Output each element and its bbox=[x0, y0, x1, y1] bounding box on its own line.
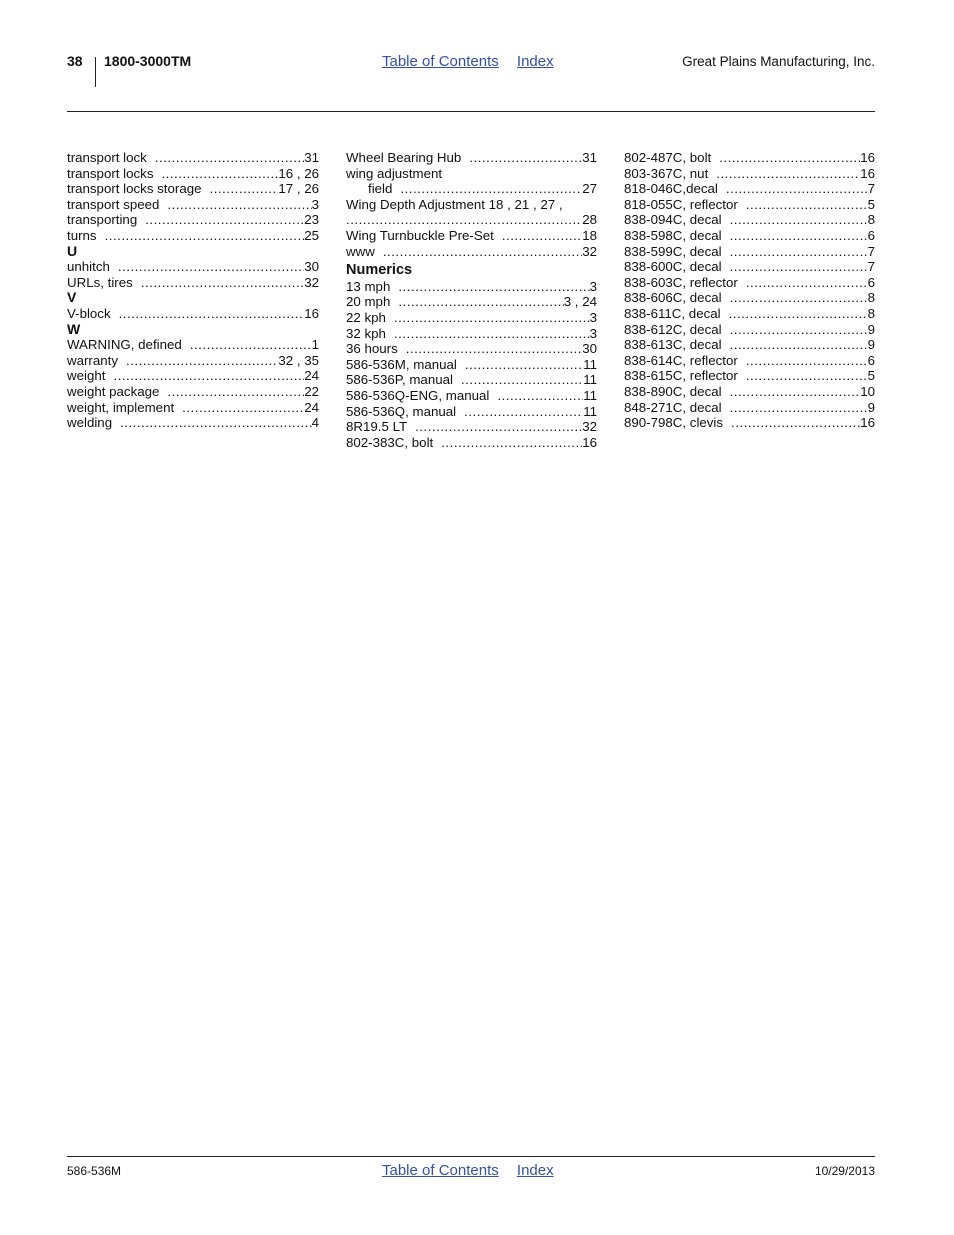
dot-leader bbox=[141, 275, 304, 291]
dot-leader bbox=[155, 150, 304, 166]
page-references[interactable]: 24 bbox=[304, 399, 319, 415]
index-term: 838-599C, decal bbox=[624, 243, 722, 259]
page-references[interactable]: 1 bbox=[311, 337, 319, 353]
dot-leader bbox=[730, 400, 868, 416]
page-references[interactable]: 16 bbox=[860, 415, 875, 431]
index-term: URLs, tires bbox=[67, 274, 133, 290]
index-entry[interactable] bbox=[67, 306, 319, 322]
index-term: 818-046C,decal bbox=[624, 181, 718, 197]
index-entry[interactable] bbox=[67, 337, 319, 353]
index-term: 803-367C, nut bbox=[624, 165, 709, 181]
page-references[interactable]: 16 bbox=[860, 165, 875, 181]
dot-leader bbox=[746, 197, 868, 213]
index-term: transporting bbox=[67, 212, 138, 228]
index-entry[interactable] bbox=[67, 150, 319, 166]
page-references[interactable]: 3 bbox=[311, 196, 319, 212]
index-entry[interactable] bbox=[624, 306, 875, 322]
index-term: transport lock bbox=[67, 150, 147, 165]
index-entry[interactable] bbox=[67, 197, 319, 213]
index-link[interactable]: Index bbox=[516, 53, 554, 70]
index-entry[interactable] bbox=[624, 322, 875, 338]
dot-leader bbox=[746, 368, 868, 384]
dot-leader bbox=[210, 181, 279, 197]
index-entry[interactable] bbox=[624, 166, 875, 182]
page-references[interactable]: 16 bbox=[304, 305, 319, 321]
dot-leader bbox=[126, 353, 278, 369]
dot-leader bbox=[415, 419, 582, 435]
index-letter-heading: W bbox=[67, 320, 81, 337]
page-references[interactable]: 24 bbox=[304, 368, 319, 384]
index-term: 838-615C, reflector bbox=[624, 368, 738, 384]
index-entry[interactable] bbox=[67, 368, 319, 384]
dot-leader bbox=[113, 368, 304, 384]
page-references[interactable]: 6 bbox=[867, 352, 875, 368]
page-references[interactable]: 4 bbox=[311, 415, 319, 431]
page-references[interactable]: 32 bbox=[582, 243, 597, 259]
index-entry[interactable] bbox=[346, 419, 597, 435]
index-column-1 bbox=[67, 150, 319, 431]
index-term: unhitch bbox=[67, 259, 110, 275]
dot-leader bbox=[441, 435, 582, 451]
page-references[interactable]: 32 , 35 bbox=[278, 352, 319, 368]
page-references[interactable]: 9 bbox=[867, 399, 875, 415]
index-term: 802-487C, bolt bbox=[624, 150, 712, 165]
dot-leader bbox=[730, 244, 868, 260]
index-entry[interactable] bbox=[624, 400, 875, 416]
index-letter-heading: Numerics bbox=[346, 262, 413, 279]
index-entry[interactable] bbox=[67, 166, 319, 182]
index-entry[interactable] bbox=[624, 353, 875, 369]
index-term: Wing Turnbuckle Pre-Set bbox=[346, 227, 494, 243]
page-references[interactable]: 3 bbox=[589, 278, 597, 294]
dot-leader bbox=[398, 294, 563, 310]
dot-leader bbox=[465, 357, 583, 373]
index-letter-heading: V bbox=[67, 289, 77, 306]
index-entry[interactable] bbox=[624, 181, 875, 197]
index-term: 838-603C, reflector bbox=[624, 274, 738, 290]
index-term: transport speed bbox=[67, 196, 160, 212]
page-references[interactable]: 32 bbox=[304, 274, 319, 290]
page-references[interactable]: 9 bbox=[867, 337, 875, 353]
toc-link[interactable]: Table of Contents bbox=[382, 53, 499, 70]
index-term: 890-798C, clevis bbox=[624, 415, 724, 431]
page-references[interactable]: 8 bbox=[867, 290, 875, 306]
dot-leader bbox=[730, 384, 861, 400]
index-entry[interactable] bbox=[346, 326, 597, 342]
page-references[interactable]: 23 bbox=[304, 212, 319, 228]
index-term: 8R19.5 LT bbox=[346, 419, 408, 435]
dot-leader bbox=[726, 181, 868, 197]
dot-leader bbox=[719, 150, 860, 166]
index-entry[interactable] bbox=[67, 212, 319, 228]
index-entry[interactable] bbox=[346, 341, 597, 357]
dot-leader bbox=[497, 388, 583, 404]
dot-leader bbox=[167, 384, 304, 400]
index-term: 838-890C, decal bbox=[624, 383, 722, 399]
index-term: Wheel Bearing Hub bbox=[346, 150, 462, 165]
index-entry[interactable] bbox=[624, 259, 875, 275]
dot-leader bbox=[190, 337, 312, 353]
page-references[interactable]: 6 bbox=[867, 227, 875, 243]
dot-leader bbox=[461, 372, 583, 388]
footer-date: 10/29/2013 bbox=[814, 1164, 875, 1178]
dot-leader bbox=[730, 337, 868, 353]
index-term: 818-055C, reflector bbox=[624, 196, 738, 212]
dot-leader bbox=[119, 306, 305, 322]
index-entry[interactable] bbox=[346, 388, 597, 404]
dot-leader bbox=[346, 212, 582, 228]
dot-leader bbox=[729, 306, 868, 322]
dot-leader bbox=[400, 181, 582, 197]
dot-leader bbox=[746, 275, 868, 291]
page-references[interactable]: 8 bbox=[867, 212, 875, 228]
index-entry[interactable] bbox=[624, 228, 875, 244]
page-references[interactable]: 5 bbox=[867, 368, 875, 384]
dot-leader bbox=[406, 341, 582, 357]
index-entry[interactable] bbox=[67, 181, 319, 197]
index-term: V-block bbox=[67, 305, 111, 321]
index-term: www bbox=[346, 243, 375, 259]
index-term: 838-611C, decal bbox=[624, 305, 721, 321]
page-references[interactable]: 6 bbox=[867, 274, 875, 290]
page-references[interactable]: 27 bbox=[582, 181, 597, 197]
index-entry[interactable] bbox=[67, 275, 319, 291]
page-references[interactable]: 8 bbox=[867, 305, 875, 321]
page-references[interactable]: 16 bbox=[582, 434, 597, 450]
index-entry[interactable] bbox=[67, 415, 319, 431]
page-references[interactable]: 10 bbox=[860, 383, 875, 399]
index-term: 848-271C, decal bbox=[624, 399, 722, 415]
index-entry[interactable] bbox=[624, 290, 875, 306]
page-references[interactable]: 7 bbox=[867, 259, 875, 275]
index-term: 838-613C, decal bbox=[624, 337, 722, 353]
index-term: wing adjustment bbox=[346, 165, 443, 181]
index-term: field bbox=[368, 181, 393, 197]
page-references[interactable]: 32 bbox=[582, 419, 597, 435]
page-references[interactable]: 7 bbox=[867, 181, 875, 197]
index-term: 838-606C, decal bbox=[624, 290, 722, 306]
page-header bbox=[0, 0, 954, 120]
page-references[interactable]: 11 bbox=[583, 372, 597, 388]
header-divider bbox=[95, 57, 96, 87]
index-entry[interactable] bbox=[67, 353, 319, 369]
index-term: 586-536Q-ENG, manual bbox=[346, 387, 490, 403]
index-entry[interactable] bbox=[346, 294, 597, 310]
toc-link-footer[interactable]: Table of Contents bbox=[382, 1162, 499, 1179]
index-term: turns bbox=[67, 227, 97, 243]
index-term: 838-598C, decal bbox=[624, 227, 722, 243]
dot-leader bbox=[105, 228, 305, 244]
index-entry[interactable] bbox=[67, 259, 319, 275]
dot-leader bbox=[398, 279, 589, 295]
index-term: WARNING, defined bbox=[67, 337, 182, 353]
index-entry[interactable] bbox=[346, 357, 597, 373]
page-number: 38 bbox=[67, 53, 83, 69]
index-entry[interactable] bbox=[346, 181, 597, 197]
index-term: 32 kph bbox=[346, 325, 386, 341]
index-term: 802-383C, bolt bbox=[346, 434, 434, 450]
page-references[interactable]: 3 bbox=[589, 325, 597, 341]
doc-title: 1800-3000TM bbox=[104, 53, 192, 69]
index-entry[interactable] bbox=[346, 228, 597, 244]
dot-leader bbox=[394, 326, 590, 342]
dot-leader bbox=[746, 353, 868, 369]
dot-leader bbox=[716, 166, 860, 182]
dot-leader bbox=[730, 290, 868, 306]
index-term: 36 hours bbox=[346, 341, 398, 357]
page-references[interactable]: 31 bbox=[582, 150, 597, 165]
index-entry[interactable] bbox=[346, 372, 597, 388]
footer-rule bbox=[67, 1156, 875, 1157]
index-entry[interactable] bbox=[624, 368, 875, 384]
page-references[interactable]: 16 bbox=[860, 150, 875, 165]
index-term: Wing Depth Adjustment 18 , 21 , 27 , bbox=[346, 196, 563, 212]
index-letter-heading: U bbox=[67, 242, 78, 259]
page-references[interactable]: 11 bbox=[583, 356, 597, 372]
page-references[interactable]: 9 bbox=[867, 321, 875, 337]
dot-leader bbox=[182, 400, 304, 416]
index-term: 838-094C, decal bbox=[624, 212, 722, 228]
index-column-2 bbox=[346, 150, 597, 450]
page-references[interactable]: 17 , 26 bbox=[278, 181, 319, 197]
doc-number: 586-536M bbox=[67, 1164, 122, 1178]
dot-leader bbox=[730, 259, 868, 275]
page-references[interactable]: 30 bbox=[304, 259, 319, 275]
index-entry[interactable] bbox=[624, 415, 875, 431]
index-term: 20 mph bbox=[346, 294, 391, 310]
page-references[interactable]: 3 , 24 bbox=[563, 294, 597, 310]
page-references[interactable]: 30 bbox=[582, 341, 597, 357]
page-references[interactable]: 25 bbox=[304, 227, 319, 243]
dot-leader bbox=[730, 228, 868, 244]
index-link-footer[interactable]: Index bbox=[516, 1162, 554, 1179]
page-references[interactable]: 28 bbox=[582, 212, 597, 228]
dot-leader bbox=[731, 415, 860, 431]
dot-leader bbox=[161, 166, 278, 182]
index-column-3 bbox=[624, 150, 875, 431]
index-entry bbox=[346, 166, 597, 182]
index-term: transport locks bbox=[67, 165, 154, 181]
dot-leader bbox=[120, 415, 312, 431]
page-references[interactable]: 5 bbox=[867, 196, 875, 212]
footer-nav bbox=[382, 1162, 568, 1179]
index-term: 838-612C, decal bbox=[624, 321, 722, 337]
dot-leader bbox=[118, 259, 304, 275]
index-entry[interactable] bbox=[67, 228, 319, 244]
dot-leader bbox=[167, 197, 311, 213]
index-term: warranty bbox=[67, 352, 118, 368]
index-term: welding bbox=[67, 415, 113, 431]
index-entry[interactable] bbox=[624, 244, 875, 260]
index-term: transport locks storage bbox=[67, 181, 202, 197]
page-references[interactable]: 16 , 26 bbox=[278, 165, 319, 181]
index-entry[interactable] bbox=[624, 384, 875, 400]
index-term: 838-614C, reflector bbox=[624, 352, 738, 368]
index-term: 586-536P, manual bbox=[346, 372, 453, 388]
page-references[interactable]: 18 bbox=[582, 227, 597, 243]
index-entry[interactable] bbox=[346, 435, 597, 451]
index-term: 838-600C, decal bbox=[624, 259, 722, 275]
header-nav bbox=[382, 53, 568, 70]
index-entry[interactable] bbox=[624, 197, 875, 213]
index-term: 13 mph bbox=[346, 278, 391, 294]
index-entry[interactable] bbox=[346, 244, 597, 260]
index-entry[interactable] bbox=[346, 212, 597, 228]
page-references[interactable]: 11 bbox=[583, 387, 597, 403]
page-references[interactable]: 7 bbox=[867, 243, 875, 259]
company-name: Great Plains Manufacturing, Inc. bbox=[682, 54, 875, 69]
index-entry[interactable] bbox=[624, 337, 875, 353]
index-entry[interactable] bbox=[67, 400, 319, 416]
page-references[interactable]: 11 bbox=[583, 403, 597, 419]
index-entry[interactable] bbox=[346, 404, 597, 420]
index-term: weight bbox=[67, 368, 106, 384]
dot-leader bbox=[730, 212, 868, 228]
index-entry[interactable] bbox=[346, 279, 597, 295]
index-term: 586-536M, manual bbox=[346, 356, 457, 372]
dot-leader bbox=[464, 404, 583, 420]
dot-leader bbox=[394, 310, 590, 326]
dot-leader bbox=[469, 150, 582, 166]
index-term: weight package bbox=[67, 383, 160, 399]
dot-leader bbox=[502, 228, 582, 244]
index-entry[interactable] bbox=[346, 310, 597, 326]
index-entry[interactable] bbox=[624, 275, 875, 291]
page-references[interactable]: 3 bbox=[589, 309, 597, 325]
page-references[interactable]: 31 bbox=[304, 150, 319, 165]
header-rule bbox=[67, 111, 875, 112]
index-entry[interactable] bbox=[624, 212, 875, 228]
index-entry[interactable] bbox=[67, 384, 319, 400]
index-entry[interactable] bbox=[624, 150, 875, 166]
index-term: weight, implement bbox=[67, 399, 175, 415]
dot-leader bbox=[145, 212, 304, 228]
index-term: 586-536Q, manual bbox=[346, 403, 457, 419]
page-references[interactable]: 22 bbox=[304, 383, 319, 399]
index-entry bbox=[346, 197, 597, 213]
index-term: 22 kph bbox=[346, 309, 386, 325]
index-entry[interactable] bbox=[346, 150, 597, 166]
dot-leader bbox=[730, 322, 868, 338]
dot-leader bbox=[383, 244, 582, 260]
